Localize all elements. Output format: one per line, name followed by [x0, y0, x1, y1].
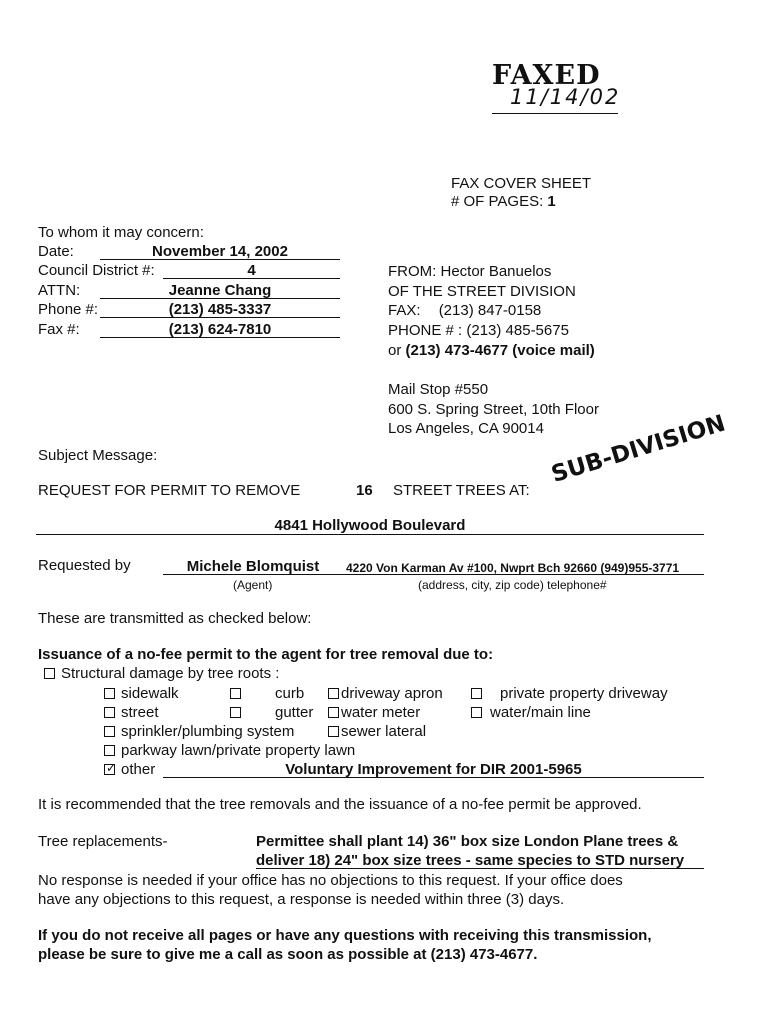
from-fax-value: (213) 847-0158 — [438, 302, 542, 319]
curb-option — [230, 685, 304, 702]
mail-stop: Mail Stop #550 — [388, 381, 489, 398]
cover-title: FAX COVER SHEET — [451, 175, 592, 192]
pages-value: 1 — [547, 193, 556, 210]
curb-checkbox[interactable] — [230, 688, 241, 699]
private-driveway-option — [471, 685, 668, 702]
fax-value: (213) 624-7810 — [168, 321, 272, 338]
gutter-label: gutter — [275, 704, 314, 721]
recommendation: It is recommended that the tree removals and the issuance of a no-fee permit be approved. — [38, 796, 642, 813]
greeting: To whom it may concern: — [38, 224, 204, 241]
driveway-apron-option — [328, 685, 443, 702]
water-main-checkbox[interactable] — [471, 707, 482, 718]
street-option — [104, 704, 159, 721]
sidewalk-option — [104, 685, 179, 702]
agent-caption: (Agent) — [233, 578, 273, 592]
from-or: or — [388, 342, 402, 359]
requested-label: Requested by — [38, 557, 131, 574]
from-name: FROM: Hector Banuelos — [388, 263, 552, 280]
private-driveway-checkbox[interactable] — [471, 688, 482, 699]
subject-address: 4841 Hollywood Boulevard — [274, 517, 466, 534]
subject-label: Subject Message: — [38, 447, 158, 464]
sprinkler-checkbox[interactable] — [104, 726, 115, 737]
fax-label: Fax #: — [38, 321, 80, 338]
faxed-date: 11/14/02 — [510, 85, 621, 109]
fax-underline — [100, 337, 340, 338]
replacements-line2: deliver 18) 24" box size trees - same species to STD nursery — [256, 852, 685, 869]
agent-name: Michele Blomquist — [186, 558, 320, 575]
agent-address: 4220 Von Karman Av #100, Nwprt Bch 92660 (949)955-3771 — [346, 561, 680, 575]
street-checkbox[interactable] — [104, 707, 115, 718]
transmitted-text: These are transmitted as checked below: — [38, 610, 312, 627]
district-value: 4 — [247, 262, 256, 279]
from-voicemail: (213) 473-4677 (voice mail) — [405, 342, 595, 359]
street-label: street — [121, 704, 159, 721]
district-label: Council District #: — [38, 262, 155, 279]
subject-count: 16 — [356, 482, 373, 499]
mail-city: Los Angeles, CA 90014 — [388, 420, 544, 437]
parkway-option — [104, 742, 355, 759]
subject-trees-at: STREET TREES AT: — [393, 482, 530, 499]
address-caption: (address, city, zip code) telephone# — [418, 578, 607, 592]
noresponse-line1: No response is needed if your office has no objections to this request. If your office does — [38, 872, 623, 889]
sewer-label: sewer lateral — [341, 723, 427, 740]
structural-label: Structural damage by tree roots : — [61, 665, 280, 682]
faxed-stamp: FAXED — [492, 60, 601, 91]
sidewalk-checkbox[interactable] — [104, 688, 115, 699]
from-fax-row — [388, 302, 541, 319]
phone-underline — [100, 317, 340, 318]
check-mark-icon: ✓ — [106, 761, 117, 775]
attn-label: ATTN: — [38, 282, 81, 299]
driveway-apron-checkbox[interactable] — [328, 688, 339, 699]
replacements-underline — [256, 868, 704, 869]
from-division: OF THE STREET DIVISION — [388, 283, 576, 300]
from-fax-label: FAX: — [388, 302, 421, 319]
water-main-label: water/main line — [490, 704, 591, 721]
gutter-checkbox[interactable] — [230, 707, 241, 718]
parkway-label: parkway lawn/private property lawn — [121, 742, 356, 759]
closing-line1: If you do not receive all pages or have any questions with receiving this transmission, — [38, 927, 652, 944]
phone-label: Phone #: — [38, 301, 99, 318]
attn-value: Jeanne Chang — [168, 282, 272, 299]
sprinkler-option — [104, 723, 294, 740]
subject-request: REQUEST FOR PERMIT TO REMOVE — [38, 482, 301, 499]
attn-underline — [100, 298, 340, 299]
sewer-option — [328, 723, 426, 740]
issuance-heading: Issuance of a no-fee permit to the agent for tree removal due to: — [38, 646, 494, 663]
gutter-option — [230, 704, 313, 721]
structural-row — [44, 665, 279, 682]
parkway-checkbox[interactable] — [104, 745, 115, 756]
from-phone: PHONE # : (213) 485-5675 — [388, 322, 569, 339]
stamp-underline — [492, 113, 618, 114]
other-underline — [163, 777, 704, 778]
pages-row — [451, 193, 556, 210]
structural-checkbox[interactable] — [44, 668, 55, 679]
pages-label: # OF PAGES: — [451, 193, 544, 210]
mail-street: 600 S. Spring Street, 10th Floor — [388, 401, 599, 418]
from-voicemail-row — [388, 342, 595, 359]
other-checkbox[interactable] — [104, 761, 117, 775]
water-meter-checkbox[interactable] — [328, 707, 339, 718]
sewer-checkbox[interactable] — [328, 726, 339, 737]
date-underline — [100, 259, 340, 260]
sidewalk-label: sidewalk — [121, 685, 179, 702]
date-label: Date: — [38, 243, 74, 260]
driveway-apron-label: driveway apron — [341, 685, 443, 702]
other-option — [104, 761, 155, 778]
sprinkler-label: sprinkler/plumbing system — [121, 723, 295, 740]
replacements-label: Tree replacements- — [38, 833, 168, 850]
other-label: other — [121, 761, 156, 778]
sub-division-stamp: SUB-DIVISION — [548, 410, 729, 488]
phone-value: (213) 485-3337 — [168, 301, 272, 318]
requested-underline — [163, 574, 704, 575]
address-underline — [36, 534, 704, 535]
water-meter-label: water meter — [341, 704, 421, 721]
replacements-line1: Permittee shall plant 14) 36" box size London Plane trees & — [256, 833, 679, 850]
water-meter-option — [328, 704, 420, 721]
closing-line2: please be sure to give me a call as soon as possible at (213) 473-4677. — [38, 946, 538, 963]
private-driveway-label: private property driveway — [500, 685, 668, 702]
noresponse-line2: have any objections to this request, a response is needed within three (3) days. — [38, 891, 565, 908]
other-value: Voluntary Improvement for DIR 2001-5965 — [285, 761, 582, 778]
date-value: November 14, 2002 — [152, 243, 288, 260]
district-underline — [163, 278, 340, 279]
water-main-option — [471, 704, 591, 721]
curb-label: curb — [275, 685, 305, 702]
